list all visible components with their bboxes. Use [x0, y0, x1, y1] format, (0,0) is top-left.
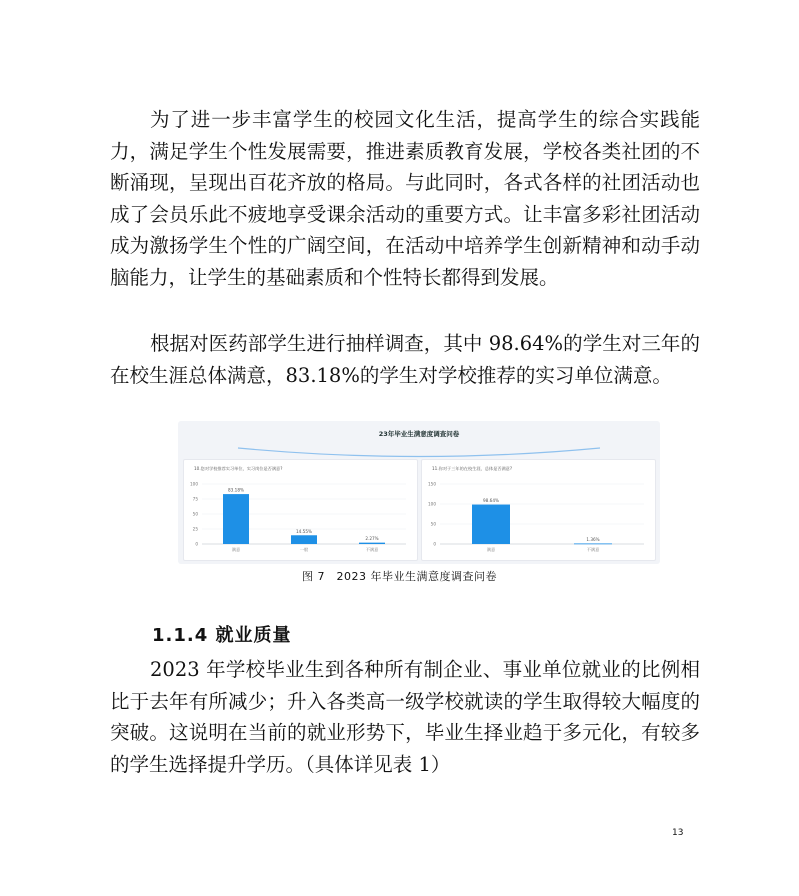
chart-question-overall: 11.你对于三年的在校生涯，总体是否满意? — [432, 466, 513, 471]
y-tick-label: 0 — [195, 541, 198, 547]
x-tick-label: 一般 — [299, 547, 309, 552]
bar — [223, 494, 249, 544]
y-tick-label: 50 — [430, 521, 436, 527]
chart-panel-overall — [421, 459, 656, 561]
x-tick-label: 不满意 — [365, 547, 379, 552]
data-label: 98.64% — [483, 498, 499, 504]
y-tick-label: 75 — [192, 496, 198, 502]
data-label: 2.27% — [365, 536, 379, 542]
figure-title: 23年毕业生满意度调查问卷 — [378, 430, 460, 438]
page-number: 13 — [672, 828, 684, 838]
bar — [472, 505, 510, 544]
y-tick-label: 100 — [428, 501, 436, 507]
bar-chart-overall — [422, 478, 655, 558]
bar — [574, 543, 612, 544]
y-tick-label: 100 — [190, 481, 198, 487]
y-tick-label: 50 — [192, 511, 198, 517]
chart-panel-internship — [183, 459, 418, 561]
data-label: 83.18% — [228, 487, 244, 493]
paragraph-club-activities: 为了进一步丰富学生的校园文化生活，提高学生的综合实践能力，满足学生个性发展需要，推进素质教育发展，学校各类社团的不断涌现，呈现出百花齐放的格局。与此同时，各式各样的社团活动也成了会员乐此不疲地享受课余活动的重要方式。让丰富多彩社团活动成为激扬学生个性的广阔空间，在活动中培养学生创新精神和动手动脑能力，让学生的基础素质和个性特长都得到发展。 — [110, 108, 700, 289]
x-tick-label: 不满意 — [586, 547, 600, 552]
survey-figure — [178, 421, 660, 564]
y-tick-label: 0 — [433, 541, 436, 547]
figure-caption: 图 7 2023 年毕业生满意度调查问卷 — [302, 570, 497, 583]
paragraph-employment-quality: 2023 年学校毕业生到各种所有制企业、事业单位就业的比例相比于去年有所减少；升入各类高一级学校就读的学生取得较大幅度的突破。这说明在当前的就业形势下，毕业生择业趋于多元化，有较多的学生选择提升学历。（具体详见表 1） — [110, 658, 700, 776]
bar — [359, 543, 385, 544]
data-label: 1.36% — [586, 536, 600, 542]
data-label: 14.55% — [296, 528, 312, 534]
bar — [291, 535, 317, 544]
y-tick-label: 150 — [428, 481, 436, 487]
section-heading: 1.1.4 就业质量 — [152, 625, 292, 646]
y-tick-label: 25 — [192, 526, 198, 532]
paragraph-satisfaction-survey: 根据对医药部学生进行抽样调查，其中 98.64%的学生对三年的在校生涯总体满意，83.18%的学生对学校推荐的实习单位满意。 — [110, 332, 700, 387]
chart-question-internship: 10.您对学校推荐实习单位，实习岗位是否满意? — [194, 466, 283, 471]
x-tick-label: 满意 — [486, 547, 496, 552]
bar-chart-internship — [184, 478, 417, 558]
x-tick-label: 满意 — [231, 547, 241, 552]
figure-header-decoration — [178, 421, 660, 461]
